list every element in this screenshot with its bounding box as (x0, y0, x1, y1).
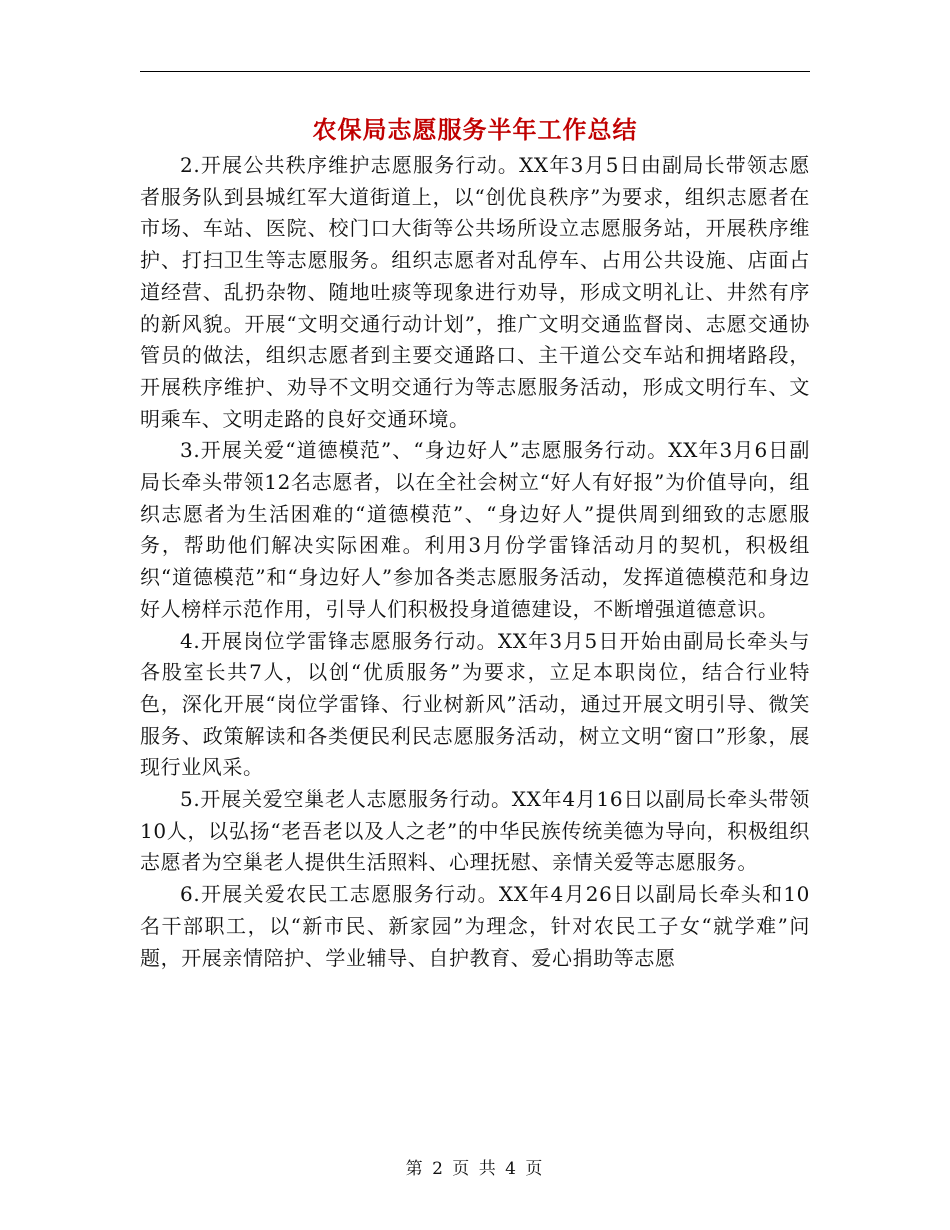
paragraph-item-2: 2.开展公共秩序维护志愿服务行动。XX年3月5日由副局长带领志愿者服务队到县城红军大道街道上，以“创优良秩序”为要求，组织志愿者在市场、车站、医院、校门口大街等公共场所设立志愿服务站，开展秩序维护、打扫卫生等志愿服务。组织志愿者对乱停车、占用公共设施、店面占道经营、乱扔杂物、随地吐痰等现象进行劝导，形成文明礼让、井然有序的新风貌。开展“文明交通行动计划”，推广文明交通监督岗、志愿交通协管员的做法，组织志愿者到主要交通路口、主干道公交车站和拥堵路段，开展秩序维护、劝导不文明交通行为等志愿服务活动，形成文明行车、文明乘车、文明走路的良好交通环境。 (140, 153, 810, 431)
document-title: 农保局志愿服务半年工作总结 (312, 115, 638, 144)
paragraph-item-4: 4.开展岗位学雷锋志愿服务行动。XX年3月5日开始由副局长牵头与各股室长共7人，以创“优质服务”为要求，立足本职岗位，结合行业特色，深化开展“岗位学雷锋、行业树新风”活动，通过开展文明引导、微笑服务、政策解读和各类便民利民志愿服务活动，树立文明“窗口”形象，展现行业风采。 (140, 628, 810, 780)
paragraph-item-3: 3.开展关爱“道德模范”、“身边好人”志愿服务行动。XX年3月6日副局长牵头带领12名志愿者，以在全社会树立“好人有好报”为价值导向，组织志愿者为生活困难的“道德模范”、“身边好人”提供周到细致的志愿服务，帮助他们解决实际困难。利用3月份学雷锋活动月的契机，积极组织“道德模范”和“身边好人”参加各类志愿服务活动，发挥道德模范和身边好人榜样示范作用，引导人们积极投身道德建设，不断增强道德意识。 (140, 438, 810, 621)
header-rule (140, 71, 810, 72)
page-number-footer: 第 2 页 共 4 页 (405, 1159, 545, 1179)
paragraph-item-5: 5.开展关爱空巢老人志愿服务行动。XX年4月16日以副局长牵头带领10人，以弘扬“老吾老以及人之老”的中华民族传统美德为导向，积极组织志愿者为空巢老人提供生活照料、心理抚慰、亲情关爱等志愿服务。 (140, 787, 810, 875)
document-body (140, 150, 810, 974)
paragraph-item-6: 6.开展关爱农民工志愿服务行动。XX年4月26日以副局长牵头和10名干部职工，以“新市民、新家园”为理念，针对农民工子女“就学难”问题，开展亲情陪护、学业辅导、自护教育、爱心捐助等志愿 (140, 882, 810, 970)
